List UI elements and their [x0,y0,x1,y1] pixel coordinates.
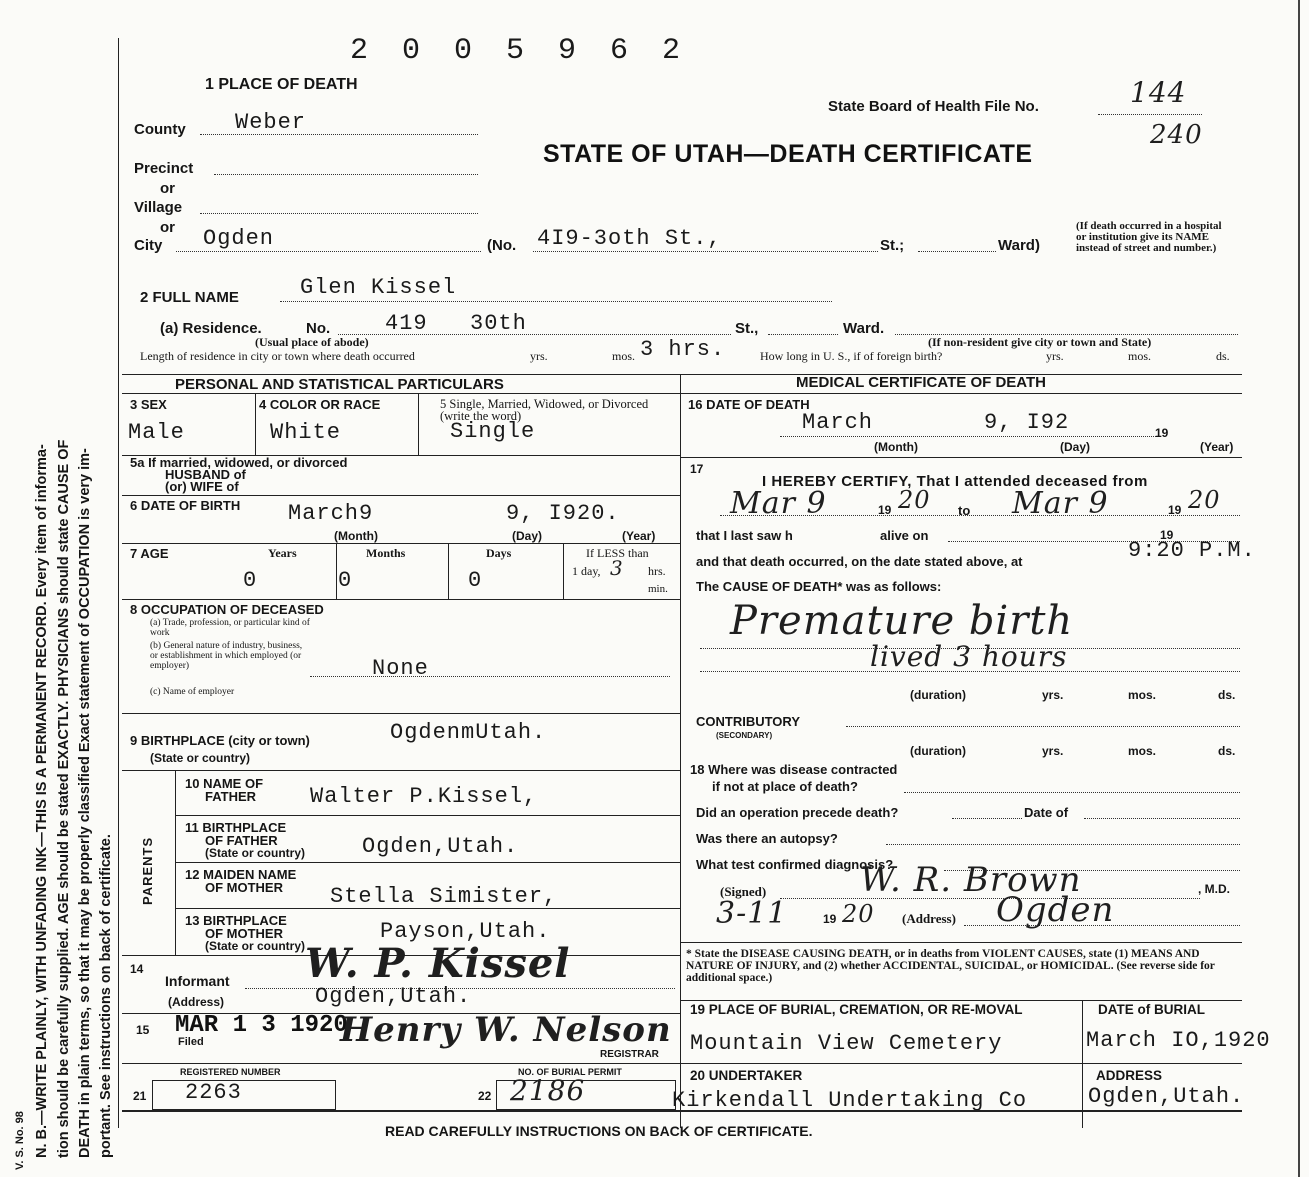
death-occurred-label: and that death occurred, on the date stated above, at [696,554,1023,569]
full-name-label: 2 FULL NAME [140,289,239,306]
county-label: County [134,121,186,138]
burial-place-label: 19 PLACE OF BURIAL, CREMATION, OR RE-MOVAL [690,1002,1023,1017]
attended-to: Mar 9 [1012,486,1109,521]
birthplace-value: OgdenmUtah. [390,720,547,745]
occupation-a: (a) Trade, profession, or particular kind of work [150,618,310,638]
spouse-label-2: HUSBAND of [165,467,246,482]
precinct-line [214,174,478,175]
filed-date-stamp: MAR 1 3 1920 [175,1012,348,1039]
dob-month: March9 [288,501,374,526]
attended-line [720,515,1240,516]
street-line [533,251,878,252]
dod-line [780,436,1160,437]
certify-num: 17 [690,462,704,476]
informant-address: Ogden,Utah. [315,984,472,1009]
mother-bp-label-1: 13 BIRTHPLACE [185,913,287,928]
father-bp-label-1: 11 BIRTHPLACE [185,820,287,835]
cause-value: Premature birth [730,598,1074,644]
certificate-title: STATE OF UTAH—DEATH CERTIFICATE [543,140,1033,168]
age-days: 0 [468,568,483,593]
cause-value-2: lived 3 hours [870,640,1068,673]
row-line-dod [680,457,1242,458]
mother-bp-sub: (State or country) [205,939,306,953]
ward-label: Ward) [998,237,1040,254]
informant-num: 14 [130,962,144,976]
side-instructions-line4: portant. See instructions on back of certificate. [98,834,114,1158]
burial-address: Ogden,Utah. [1088,1084,1245,1109]
attended-to-year: 20 [1188,486,1221,514]
village-line [200,213,478,214]
color-marital-divider [418,393,419,455]
residence-ward-label: Ward. [843,320,885,337]
row-line-footnote [680,1000,1242,1001]
filed-num: 15 [136,1023,150,1037]
row-line-dob [122,543,680,544]
birthplace-sub: (State or country) [150,751,251,765]
sign-19: 19 [823,912,837,926]
place-of-death-heading: 1 PLACE OF DEATH [205,76,358,93]
footnote: * State the DISEASE CAUSING DEATH, or in deaths from VIOLENT CAUSES, state (1) MEANS AND NATURE OF INJURY, and (2) whether ACCIDENTAL, SUICIDAL, or HOMICIDAL. (See reverse side for additional space.) [686,948,1215,984]
usual-abode-note: (Usual place of abode) [255,335,369,349]
physician-address: Ogden [996,890,1115,930]
registrar-signature: Henry W. Nelson [340,1010,672,1050]
informant-label: Informant [165,973,230,989]
father-bp-sub: (State or country) [205,846,306,860]
cause-line-2 [700,671,1240,672]
footer-instructions: READ CAREFULLY INSTRUCTIONS ON BACK OF CERTIFICATE. [385,1123,813,1139]
file-no-value: 144 [1130,76,1187,109]
row-line-birthplace [122,770,680,771]
outer-left-border [118,38,119,1128]
county-value: Weber [235,110,307,135]
st-label: St.; [880,237,905,254]
time-of-death: 9:20 P.M. [1128,538,1256,563]
sex-color-divider [255,393,256,455]
hrs-label: hrs. [648,564,666,578]
grid-top [122,374,1242,375]
operation-label: Did an operation precede death? [696,805,899,820]
age-hours: 3 [610,556,624,580]
row-line-father-bp [175,862,680,863]
q18-line [904,792,1240,793]
street-no-label: (No. [487,237,517,254]
dod-month-caption: (Month) [874,440,918,454]
dob-year-caption: (Year) [622,529,656,543]
residence-st-label: St., [735,320,759,337]
marital-value: Single [450,419,536,444]
from-19: 19 [878,503,892,517]
certify-text: I HEREBY CERTIFY, That I attended deceased from [762,473,1148,490]
length-yrs-label: yrs. [530,349,548,363]
days-label: Days [486,546,512,560]
sex-label: 3 SEX [130,397,167,412]
side-instructions-line3: DEATH in plain terms, so that it may be properly classified Exact statement of OCCUPATION is very im- [77,448,93,1158]
foreign-label: How long in U. S., if of foreign birth? [760,349,943,363]
side-instructions-line1: N. B.—WRITE PLAINLY, WITH UNFADING INK—THIS IS A PERMANENT RECORD. Every item of informa- [34,444,50,1158]
form-code: V. S. No. 98 [14,1111,26,1170]
sex-value: Male [128,420,185,445]
dob-month-caption: (Month) [334,529,378,543]
duration-yrs-1: yrs. [1042,688,1064,702]
residence-street: 30th [470,311,527,336]
duration-ds-2: ds. [1218,744,1236,758]
death-address: 4I9-3oth St., [537,226,722,251]
row-line-filed [122,1063,1242,1064]
duration-ds-1: ds. [1218,688,1236,702]
personal-heading: PERSONAL AND STATISTICAL PARTICULARS [175,376,504,393]
or-label-2: or [160,219,175,236]
less-than-label: If LESS than [586,546,649,560]
registrar-label: REGISTRAR [600,1049,659,1060]
city-value: Ogden [203,226,275,251]
informant-signature: W. P. Kissel [305,940,571,987]
reg-num-box [152,1080,336,1110]
medical-heading-line [680,393,1242,394]
dod-day-year: 9, I92 [984,410,1070,435]
occupation-line [310,676,670,677]
min-label: min. [648,583,668,595]
foreign-ds-label: ds. [1216,349,1230,363]
mother-label-2: OF MOTHER [205,880,283,895]
physician-signature: W. R. Brown [860,860,1082,900]
marital-label: 5 Single, Married, Widowed, or Divorced (write the word) [440,397,649,423]
color-label: 4 COLOR OR RACE [259,397,381,412]
dod-day-caption: (Day) [1060,440,1091,454]
age-divider-2 [448,543,449,599]
signed-year: 20 [842,900,875,928]
reg-num-value: 2263 [185,1080,242,1105]
residence-ward-line [768,334,838,335]
mother-bp-label-2: OF MOTHER [205,926,283,941]
undertaker-label: 20 UNDERTAKER [690,1068,803,1083]
duration-label-2: (duration) [910,744,966,758]
father-value: Walter P.Kissel, [310,784,538,809]
burial-place: Mountain View Cemetery [690,1031,1003,1056]
row-line-occupation [122,713,680,714]
alive-on-label: alive on [880,528,929,543]
informant-address-label: (Address) [168,995,225,1009]
mother-bp-value: Payson,Utah. [380,919,551,944]
father-bp-value: Ogden,Utah. [362,834,519,859]
ward-line [918,251,996,252]
medical-heading: MEDICAL CERTIFICATE OF DEATH [796,374,1046,391]
md-label: , M.D. [1198,882,1230,896]
operation-line [952,818,1022,819]
row-line-father [175,815,680,816]
age-months: 0 [338,568,353,593]
cause-line-1 [700,648,1240,649]
duration-yrs-2: yrs. [1042,744,1064,758]
length-residence-label: Length of residence in city or town where death occurred [140,349,415,363]
q18-label: 18 Where was disease contracted [690,762,898,777]
color-value: White [270,420,342,445]
bottom-rule [122,1110,1242,1112]
months-label: Months [366,546,406,560]
center-divider [680,374,681,1128]
undertaker-value: Kirkendall Undertaking Co [672,1088,1028,1113]
side-instructions-line2: tion should be carefully supplied. AGE should be stated EXACTLY. PHYSICIANS should state CAUSE OF [56,439,72,1158]
to-19: 19 [1168,503,1182,517]
age-label: 7 AGE [130,546,169,561]
dob-label: 6 DATE OF BIRTH [130,498,241,513]
alive-19: 19 [1160,528,1174,542]
row-line-signature [680,942,1242,943]
burial-date-label: DATE of BURIAL [1098,1002,1205,1017]
father-label-num: 10 NAME OF [185,776,264,791]
city-line [176,251,481,252]
occupation-value: None [372,656,429,681]
permit-value: 2186 [510,1074,586,1107]
reg-num-label: REGISTERED NUMBER [180,1067,281,1077]
residence-label: (a) Residence. [160,320,262,337]
duration-label-1: (duration) [910,688,966,702]
mother-label-1: 12 MAIDEN NAME [185,867,297,882]
burial-date-divider [1082,1000,1083,1128]
parents-label: PARENTS [140,836,155,905]
age-years: 0 [243,568,258,593]
father-label: FATHER [205,789,257,804]
occupation-b: (b) General nature of industry, business, or establishment in which employed (or employer) [150,641,303,671]
length-mos-label: mos. [612,349,636,363]
to-label: to [958,503,971,518]
row-line-age [122,599,680,600]
filed-label: Filed [178,1036,204,1048]
operation-date-label: Date of [1024,805,1069,820]
cause-label: The CAUSE OF DEATH* was as follows: [696,579,942,594]
hospital-note: (If death occurred in a hospital or institution give its NAME instead of street and number.) [1076,220,1222,254]
file-no-label: State Board of Health File No. [828,98,1039,115]
age-divider-3 [563,543,564,599]
occupation-label: 8 OCCUPATION OF DECEASED [130,602,324,617]
dob-day-year: 9, I920. [506,501,620,526]
full-name-value: Glen Kissel [300,275,457,300]
duration-mos-2: mos. [1128,744,1157,758]
burial-date: March IO,1920 [1086,1028,1271,1053]
mother-value: Stella Simister, [330,884,558,909]
contributory-line [846,726,1240,727]
residence-no-label: No. [306,320,331,337]
spouse-label-1: 5a If married, widowed, or divorced [130,455,348,470]
attended-from: Mar 9 [730,486,827,521]
right-edge [1298,0,1300,1177]
spouse-label-3: (or) WIFE of [165,479,239,494]
or-label-1: or [160,180,175,197]
dod-year-caption: (Year) [1200,440,1234,454]
burial-address-label: ADDRESS [1096,1068,1163,1083]
residence-no: 419 [385,311,428,336]
last-saw-label: that I last saw h [696,528,793,543]
row-line-spouse [122,495,680,496]
contributory-label: CONTRIBUTORY [696,714,800,729]
age-divider-1 [336,543,337,599]
file-no-value-2: 240 [1150,120,1203,150]
physician-address-label: (Address) [902,911,956,926]
permit-idx: 22 [478,1089,492,1103]
one-day-label: 1 day, [572,564,601,578]
dod-month: March [802,410,874,435]
nonresident-note: (If non-resident give city or town and State) [928,335,1152,349]
reg-num-idx: 21 [133,1089,147,1103]
secondary-label: (SECONDARY) [716,731,773,740]
signed-label: (Signed) [720,884,767,899]
father-bp-label-2: OF FATHER [205,833,278,848]
q18b-label: if not at place of death? [712,779,858,794]
attended-from-year: 20 [898,486,931,514]
autopsy-line [886,844,1240,845]
signed-date: 3-11 [716,896,788,931]
full-name-line [280,301,832,302]
operation-date-line [1084,818,1240,819]
precinct-label: Precinct [134,160,194,177]
years-label: Years [268,546,297,560]
personal-heading-line [122,393,680,394]
signed-line [780,898,1200,899]
city-label: City [134,237,163,254]
dod-19: 19 [1155,426,1169,440]
length-value: 3 hrs. [640,337,726,362]
test-label: What test confirmed diagnosis? [696,857,894,872]
file-no-line [1098,114,1202,115]
birthplace-label: 9 BIRTHPLACE (city or town) [130,733,310,748]
dob-day-caption: (Day) [512,529,543,543]
village-label: Village [134,199,183,216]
dod-label: 16 DATE OF DEATH [688,397,810,412]
certificate-number: 2 0 0 5 9 6 2 [350,34,689,68]
occupation-c: (c) Name of employer [150,687,235,697]
foreign-mos-label: mos. [1128,349,1152,363]
autopsy-label: Was there an autopsy? [696,831,838,846]
duration-mos-1: mos. [1128,688,1157,702]
permit-label: NO. OF BURIAL PERMIT [518,1067,622,1077]
foreign-yrs-label: yrs. [1046,349,1064,363]
